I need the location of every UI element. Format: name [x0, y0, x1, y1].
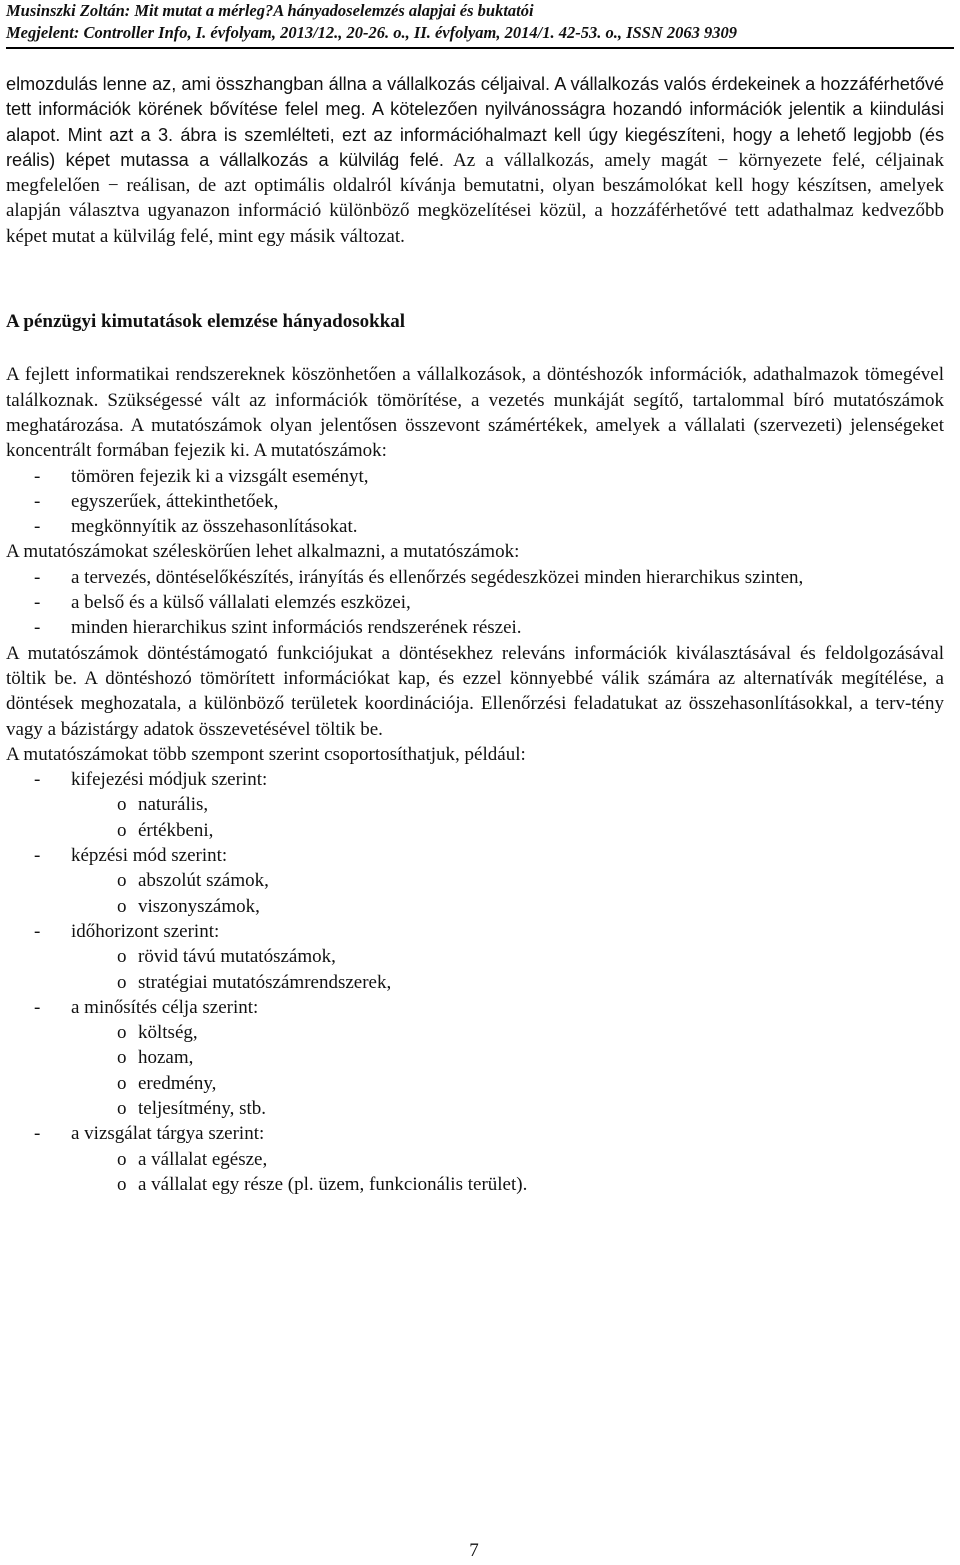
- sub-list-item: o naturális,: [71, 792, 944, 817]
- group-label: képzési mód szerint:: [71, 845, 228, 867]
- header-line-1: Musinszki Zoltán: Mit mutat a mérleg?A hányadoselemzés alapjai és buktatói: [6, 1, 534, 20]
- sub-list-item: o hozam,: [71, 1045, 944, 1070]
- sub-list: [71, 944, 944, 995]
- sub-list-item: o költség,: [71, 1020, 944, 1045]
- group-label: időhorizont szerint:: [71, 920, 220, 942]
- page-number: 7: [469, 1540, 479, 1561]
- sub-list: [71, 792, 944, 843]
- list-item: - minden hierarchikus szint információs rendszerének részei.: [6, 615, 944, 640]
- section-title: A pénzügyi kimutatások elemzése hányadosokkal: [6, 311, 406, 333]
- sub-list-item: o értékbeni,: [71, 818, 944, 843]
- sub-list: [71, 868, 944, 919]
- paragraph-4: A mutatószámokat több szempont szerint csoportosíthatjuk, például:: [6, 743, 526, 765]
- list-1: [6, 464, 944, 540]
- paragraph-3: A mutatószámok döntéstámogató funkciójukat a döntésekhez releváns információk kiválasztásával és feldolgozásával töltik be. A döntéshozó tömörített információkat kap, és ezzel könnyebbé válik számára az alternatívák megítélése, a döntések meghozatala, a különböző területek koordinációja. Ellenőrzési feladatukat az összehasonlításokkal, a terv-tény vagy a bázistárgy adatok összevetésével töltik be.: [6, 642, 944, 740]
- group-item: [6, 843, 944, 919]
- sub-list: [71, 1020, 944, 1121]
- sub-list-item: o a vállalat egy része (pl. üzem, funkcionális terület).: [71, 1172, 944, 1197]
- header-line-2: Megjelent: Controller Info, I. évfolyam, 2013/12., 20-26. o., II. évfolyam, 2014/1. 42-53. o., ISSN 2063 9309: [6, 22, 954, 49]
- list-item: - tömören fejezik ki a vizsgált eseményt,: [6, 464, 944, 489]
- running-header: [6, 0, 954, 49]
- sub-list-item: o stratégiai mutatószámrendszerek,: [71, 970, 944, 995]
- intro-paragraph: [6, 72, 944, 249]
- sub-list-item: o viszonyszámok,: [71, 894, 944, 919]
- sub-list-item: o eredmény,: [71, 1071, 944, 1096]
- paragraph-2: A mutatószámokat széleskörűen lehet alkalmazni, a mutatószámok:: [6, 541, 520, 563]
- paragraph-1: A fejlett informatikai rendszereknek köszönhetően a vállalkozások, a döntéshozók információk, adathalmazok tömegével találkoznak. Szükségessé vált az információk tömörítése, a vezetés munkáját segítő, tartalommal bíró mutatószámok meghatározása. A mutatószámok olyan jelentősen összevont számértékek, amelyek a vállalati (szervezeti) jelenségeket koncentrált formában fejezik ki. A mutatószámok:: [6, 364, 944, 462]
- sub-list-item: o rövid távú mutatószámok,: [71, 944, 944, 969]
- sub-list: [71, 1147, 944, 1198]
- group-item: [6, 1121, 944, 1197]
- group-item: [6, 995, 944, 1121]
- sub-list-item: o teljesítmény, stb.: [71, 1096, 944, 1121]
- list-item: - a tervezés, döntéselőkészítés, irányítás és ellenőrzés segédeszközei minden hierarchikus szinten,: [6, 565, 944, 590]
- intro-paragraph-part-2: Az a vállalkozás, amely magát − környezete felé, céljainak megfelelően − reálisan, de azt optimális oldalról kívánja bemutatni, olyan beszámolókat kell hogy készítsen, amelyek alapján választva ugyanazon információ különböző megközelítései közül, a hozzáférhetővé tett adathalmaz kedvezőbb képet mutat a külvilág felé, mint egy másik változat.: [6, 149, 944, 247]
- list-item: - egyszerűek, áttekinthetőek,: [6, 489, 944, 514]
- group-item: [6, 767, 944, 843]
- group-item: [6, 919, 944, 995]
- sub-list-item: o abszolút számok,: [71, 868, 944, 893]
- group-label: a vizsgálat tárgya szerint:: [71, 1123, 265, 1145]
- list-item: - megkönnyítik az összehasonlításokat.: [6, 514, 944, 539]
- group-label: a minősítés célja szerint:: [71, 996, 259, 1018]
- list-2: [6, 565, 944, 641]
- sub-list-item: o a vállalat egésze,: [71, 1147, 944, 1172]
- intro-paragraph-part-1: elmozdulás lenne az, ami összhangban állna a vállalkozás céljaival. A vállalkozás valós érdekeinek a hozzáférhetővé tett információk körének bővítése felel meg. A kötelezően nyilvánosságra hozandó információk jelentik a kiindulási alapot. Mint azt a 3. ábra is szemlélteti, ezt az információhalmazt kell úgy kiegészíteni, hogy a lehető legjobb (és reális) képet mutassa a vállalkozás a külvilág felé.: [6, 74, 944, 170]
- list-item: - a belső és a külső vállalati elemzés eszközei,: [6, 590, 944, 615]
- group-label: kifejezési módjuk szerint:: [71, 769, 268, 791]
- page-body: [6, 72, 944, 1197]
- grouping-list: [6, 767, 944, 1197]
